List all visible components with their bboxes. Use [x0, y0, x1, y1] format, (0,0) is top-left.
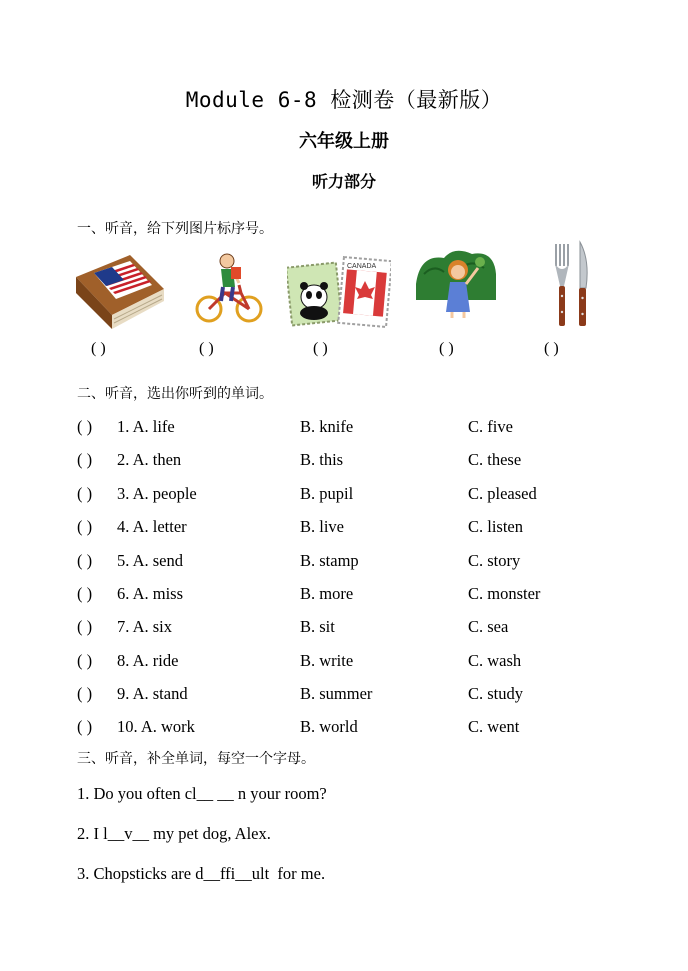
page-subtitle: 六年级上册	[299, 131, 389, 152]
answer-blank[interactable]: ( )	[77, 651, 93, 670]
option-c: C. these	[468, 450, 522, 469]
panda-canada-stamps-icon	[287, 255, 391, 331]
question-row	[77, 617, 637, 639]
option-c: C. monster	[468, 584, 541, 603]
option-b: B. write	[300, 651, 354, 670]
answer-blank[interactable]: ( )	[77, 684, 93, 703]
picture-answer-blank[interactable]: ( )	[313, 340, 328, 357]
question-row	[77, 684, 637, 706]
answer-blank[interactable]: ( )	[77, 717, 93, 736]
part-label: 听力部分	[311, 172, 376, 191]
girl-by-hedge-icon	[414, 244, 498, 320]
question-row	[77, 584, 637, 606]
option-b: B. this	[300, 450, 344, 469]
option-b: B. sit	[300, 617, 335, 636]
fill-in-item[interactable]: 2. I l__v__ my pet dog, Alex.	[77, 824, 271, 843]
option-a: 8. A. ride	[117, 651, 179, 670]
option-a: 9. A. stand	[117, 684, 188, 703]
section2-heading: 二、听音，选出你听到的单词。	[77, 386, 273, 402]
answer-blank[interactable]: ( )	[77, 584, 93, 603]
fill-in-item[interactable]: 3. Chopsticks are d__ffi__ult for me.	[77, 864, 326, 883]
option-c: C. went	[468, 717, 520, 736]
picture-answer-blank[interactable]: ( )	[439, 340, 454, 357]
fill-in-item[interactable]: 1. Do you often cl__ __ n your room?	[77, 784, 327, 803]
answer-blank[interactable]: ( )	[77, 551, 93, 570]
option-a: 5. A. send	[117, 551, 183, 570]
option-c: C. sea	[468, 617, 509, 636]
question-row	[77, 484, 637, 506]
option-a: 2. A. then	[117, 450, 182, 469]
option-b: B. summer	[300, 684, 373, 703]
question-row	[77, 417, 637, 439]
option-b: B. knife	[300, 417, 354, 436]
svg-text:CANADA: CANADA	[347, 263, 377, 270]
answer-blank[interactable]: ( )	[77, 450, 93, 469]
option-a: 7. A. six	[117, 617, 173, 636]
section1-heading: 一、听音，给下列图片标序号。	[77, 221, 273, 237]
option-b: B. live	[300, 517, 344, 536]
question-row	[77, 450, 637, 472]
option-b: B. world	[300, 717, 358, 736]
option-a: 10. A. work	[117, 717, 195, 736]
option-b: B. more	[300, 584, 354, 603]
option-c: C. five	[468, 417, 513, 436]
question-row	[77, 651, 637, 673]
option-c: C. pleased	[468, 484, 537, 503]
option-c: C. listen	[468, 517, 524, 536]
picture-answer-blank[interactable]: ( )	[544, 340, 559, 357]
option-a: 4. A. letter	[117, 517, 187, 536]
option-b: B. stamp	[300, 551, 359, 570]
picture-answer-blank[interactable]: ( )	[199, 340, 214, 357]
answer-blank[interactable]: ( )	[77, 617, 93, 636]
us-flag-book-icon	[72, 249, 168, 333]
option-c: C. wash	[468, 651, 522, 670]
question-row	[77, 717, 637, 739]
answer-blank[interactable]: ( )	[77, 417, 93, 436]
option-a: 6. A. miss	[117, 584, 184, 603]
option-b: B. pupil	[300, 484, 354, 503]
question-row	[77, 517, 637, 539]
answer-blank[interactable]: ( )	[77, 484, 93, 503]
option-c: C. story	[468, 551, 521, 570]
question-row	[77, 551, 637, 573]
option-c: C. study	[468, 684, 524, 703]
option-a: 1. A. life	[117, 417, 175, 436]
page-title: Module 6-8 检测卷（最新版）	[185, 88, 503, 112]
boy-riding-bike-icon	[193, 253, 267, 325]
option-a: 3. A. people	[117, 484, 197, 503]
section3-heading: 三、听音，补全单词，每空一个字母。	[77, 751, 315, 767]
picture-answer-blank[interactable]: ( )	[91, 340, 106, 357]
answer-blank[interactable]: ( )	[77, 517, 93, 536]
fork-and-knife-icon	[550, 240, 594, 330]
